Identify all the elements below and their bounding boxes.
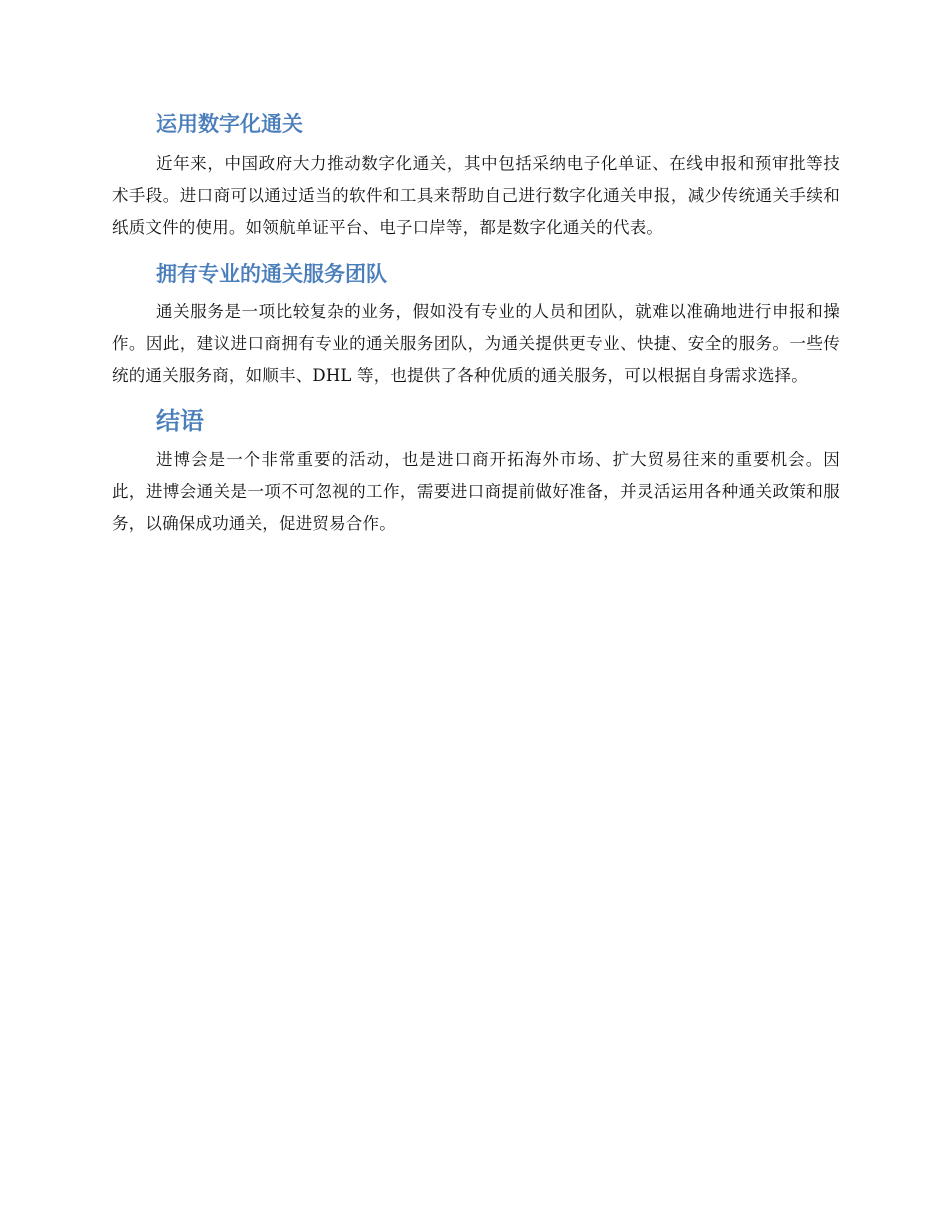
section-paragraph-digital-customs: 近年来，中国政府大力推动数字化通关，其中包括采纳电子化单证、在线申报和预审批等技术手段。进口商可以通过适当的软件和工具来帮助自己进行数字化通关申报，减少传统通关手续和纸质文件的使用。如领航单证平台、电子口岸等，都是数字化通关的代表。 [112,154,840,237]
section-paragraph-conclusion: 进博会是一个非常重要的活动，也是进口商开拓海外市场、扩大贸易往来的重要机会。因此，进博会通关是一项不可忽视的工作，需要进口商提前做好准备，并灵活运用各种通关政策和服务，以确保成功通关，促进贸易合作。 [112,450,840,533]
section-heading-conclusion: 结语 [156,407,204,435]
section-heading-digital-customs: 运用数字化通关 [156,112,303,136]
document-content [112,104,840,540]
section-heading-service-team: 拥有专业的通关服务团队 [156,262,387,286]
section-paragraph-service-team: 通关服务是一项比较复杂的业务，假如没有专业的人员和团队，就难以准确地进行申报和操作。因此，建议进口商拥有专业的通关服务团队，为通关提供更专业、快捷、安全的服务。一些传统的通关服务商，如顺丰、DHL 等，也提供了各种优质的通关服务，可以根据自身需求选择。 [112,302,840,385]
